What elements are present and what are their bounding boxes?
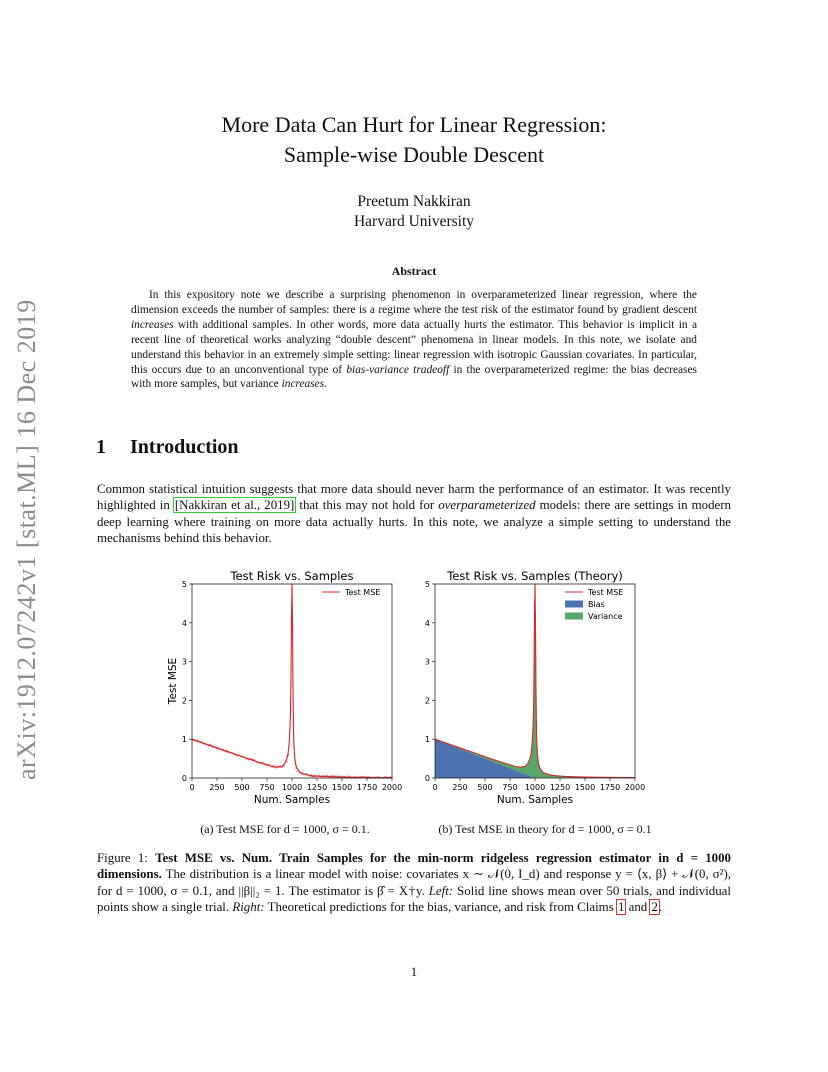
x-axis-label: Num. Samples bbox=[253, 794, 331, 806]
chart-test-risk-theory bbox=[405, 564, 665, 809]
arxiv-side-label: arXiv:1912.07242v1 [stat.ML] 16 Dec 2019 bbox=[12, 299, 41, 780]
y-tick-label: 0 bbox=[181, 774, 187, 783]
x-tick-label: 250 bbox=[209, 783, 225, 792]
x-tick-label: 1500 bbox=[574, 783, 596, 792]
y-tick-label: 5 bbox=[181, 580, 187, 589]
chart-title: Test Risk vs. Samples (Theory) bbox=[447, 569, 623, 583]
x-tick-label: 1750 bbox=[356, 783, 378, 792]
y-tick-label: 3 bbox=[181, 657, 187, 667]
legend-swatch bbox=[565, 601, 583, 608]
test-mse-line bbox=[192, 584, 392, 778]
x-tick-label: 1000 bbox=[281, 783, 303, 792]
trial-point bbox=[287, 761, 288, 762]
y-tick-label: 1 bbox=[424, 735, 430, 745]
x-tick-label: 1250 bbox=[549, 783, 571, 792]
chart-title: Test Risk vs. Samples bbox=[230, 569, 354, 583]
x-tick-label: 1500 bbox=[331, 783, 353, 792]
x-tick-label: 750 bbox=[259, 783, 275, 792]
y-tick-label: 0 bbox=[424, 774, 430, 783]
paper-title bbox=[140, 110, 688, 170]
trial-point bbox=[296, 770, 297, 771]
title-line-1: More Data Can Hurt for Linear Regression: bbox=[221, 112, 607, 137]
y-tick-label: 3 bbox=[424, 657, 430, 667]
x-tick-label: 0 bbox=[189, 783, 195, 792]
x-tick-label: 500 bbox=[477, 783, 493, 792]
y-tick-label: 1 bbox=[181, 735, 187, 745]
page-number: 1 bbox=[410, 964, 418, 979]
legend-label: Test MSE bbox=[588, 588, 624, 597]
claim-1-link[interactable]: 1 bbox=[617, 900, 625, 915]
citation-link[interactable]: [Nakkiran et al., 2019] bbox=[174, 498, 295, 513]
intro-paragraph: Common statistical intuition suggests that more data should never harm the performance of an estimator. It was recently highlighted in [Nakkiran et al., 2019] that this may not hold for overparameterized models: there are settings in modern deep learning where training on more data actually hurts. In this note, we analyze a simple setting to understand the mechanisms behind this behavior. bbox=[97, 482, 731, 546]
legend-label: Test MSE bbox=[345, 588, 381, 597]
section-title: Introduction bbox=[130, 436, 239, 458]
x-tick-label: 0 bbox=[432, 783, 438, 792]
x-tick-label: 1000 bbox=[524, 783, 546, 792]
section-number: 1 bbox=[96, 436, 106, 458]
x-tick-label: 1750 bbox=[599, 783, 621, 792]
legend-label: Bias bbox=[588, 600, 605, 609]
abstract-heading: Abstract bbox=[391, 264, 437, 278]
chart-test-risk bbox=[160, 564, 405, 809]
x-axis-label: Num. Samples bbox=[496, 794, 574, 806]
y-tick-label: 5 bbox=[424, 580, 430, 589]
abstract-text: In this expository note we describe a surprising phenomenon in overparameterized linear regression, where the dimension exceeds the number of samples: there is a regime where the test risk of the estimator found by gradient descent increases with additional samples. In other words, more data actually hurts the estimator. This behavior is implicit in a recent line of theoretical works analyzing “double descent” phenomena in linear models. In this note, we isolate and understand this behavior in an extremely simple setting: linear regression with isotropic Gaussian covariates. In particular, this occurs due to an unconventional type of bias-variance tradeoff in the overparameterized regime: the bias decreases with more samples, but variance increases. bbox=[131, 289, 697, 391]
title-line-2: Sample-wise Double Descent bbox=[283, 142, 545, 167]
subcaption-a: (a) Test MSE for d = 1000, σ = 0.1. bbox=[200, 822, 370, 836]
trial-point bbox=[315, 776, 316, 777]
x-tick-label: 1250 bbox=[306, 783, 328, 792]
legend-swatch bbox=[565, 613, 583, 620]
x-tick-label: 2000 bbox=[624, 783, 646, 792]
claim-2-link[interactable]: 2 bbox=[651, 900, 658, 915]
x-tick-label: 2000 bbox=[381, 783, 403, 792]
author-block bbox=[200, 192, 628, 232]
y-tick-label: 4 bbox=[424, 618, 430, 628]
y-tick-label: 2 bbox=[424, 696, 430, 706]
y-axis-label: Test MSE bbox=[167, 657, 179, 705]
author-affiliation: Harvard University bbox=[353, 213, 475, 230]
x-tick-label: 750 bbox=[502, 783, 518, 792]
author-name: Preetum Nakkiran bbox=[357, 193, 471, 210]
legend-label: Variance bbox=[588, 612, 623, 621]
y-tick-label: 4 bbox=[181, 618, 187, 628]
y-tick-label: 2 bbox=[181, 696, 187, 706]
x-tick-label: 500 bbox=[234, 783, 250, 792]
subcaption-b: (b) Test MSE in theory for d = 1000, σ = 0.1 bbox=[438, 822, 652, 836]
section-heading bbox=[96, 436, 239, 459]
figure-caption: Figure 1: Test MSE vs. Num. Train Samples for the min-norm ridgeless regression estimator in d = 1000 dimensions. The distribution is a linear model with noise: covariates x ∼ 𝒩(0, I_d) and response y = ⟨x, β⟩ + 𝒩(0, σ²), for d = 1000, σ = 0.1, and ||β||₂ = 1. The estimator is β̂ = X†y. Left: Solid line shows mean over 50 trials, and individual points show a single trial. Right: Theoretical predictions for the bias, variance, and risk from Claims 1 and 2. bbox=[97, 851, 731, 915]
x-tick-label: 250 bbox=[452, 783, 468, 792]
